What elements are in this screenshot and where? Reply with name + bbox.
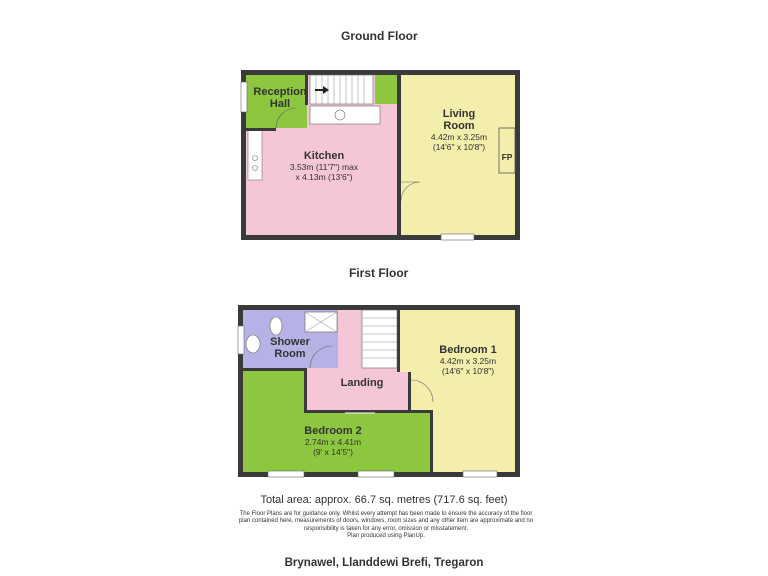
kitchen-label: Kitchen: [303, 150, 345, 162]
fireplace-label: FP: [501, 152, 513, 162]
property-address: Brynawel, Llanddewi Brefi, Tregaron: [284, 557, 484, 569]
reception-label-line2: Hall: [269, 98, 291, 110]
front-door: [241, 82, 247, 112]
bedroom2-window-right: [358, 471, 394, 477]
landing-label: Landing: [340, 377, 384, 389]
bedroom2-label: Bedroom 2: [304, 425, 362, 437]
disclaimer-text: The Floor Plans are for guidance only. Whilst every attempt has been made to ensure the accuracy of the floor plan contained here, measurements of doors, windows, room sizes and any other item are approximate and no responsibility is taken for any error, omission or misstatement.: [238, 511, 534, 532]
bedroom1-window: [463, 471, 497, 477]
living-room-dim-metric: 4.42m x 3.25m: [430, 132, 488, 142]
bedroom1-label: Bedroom 1: [439, 344, 497, 356]
living-room-label-line1: Living: [442, 108, 476, 120]
toilet: [270, 317, 282, 335]
living-room-dim-imperial: (14'6" x 10'8"): [432, 142, 486, 152]
kitchen-dim-imperial: x 4.13m (13'6"): [295, 172, 353, 182]
living-room-window: [441, 234, 474, 240]
under-stairs-area: [375, 75, 397, 104]
bedroom2-dim-imperial: (9' x 14'5"): [313, 447, 353, 457]
fireplace: [499, 128, 515, 173]
living-room-area: [401, 75, 515, 235]
total-area: Total area: approx. 66.7 sq. metres (717.6 sq. feet): [260, 494, 508, 506]
kitchen-dim-metric: 3.53m (11'7") max: [289, 162, 359, 172]
reception-label-line1: Reception: [253, 86, 307, 98]
bedroom2-window-left: [268, 471, 304, 477]
ground-partition-wall: [397, 75, 401, 235]
produced-by-text: Plan produced using PlanUp.: [347, 533, 425, 540]
disclaimer-block: [236, 511, 536, 541]
shower-room-label-line1: Shower: [270, 336, 310, 348]
living-room-label-line2: Room: [443, 120, 475, 132]
wash-basin: [246, 335, 260, 353]
first-floor-stairs: [362, 310, 397, 368]
bedroom2-dim-metric: 2.74m x 4.41m: [304, 437, 362, 447]
kitchen-sink: [335, 110, 345, 120]
kitchen-worktop: [248, 130, 262, 180]
ground-floor-title: Ground Floor: [341, 29, 418, 43]
shower-room-window: [238, 326, 244, 354]
bedroom1-dim-imperial: (14'6" x 10'8"): [441, 366, 495, 376]
shower-room-label-line2: Room: [274, 348, 306, 360]
first-floor-plan: [238, 305, 520, 477]
first-floor-title: First Floor: [349, 266, 409, 280]
bedroom1-dim-metric: 4.42m x 3.25m: [439, 356, 497, 366]
